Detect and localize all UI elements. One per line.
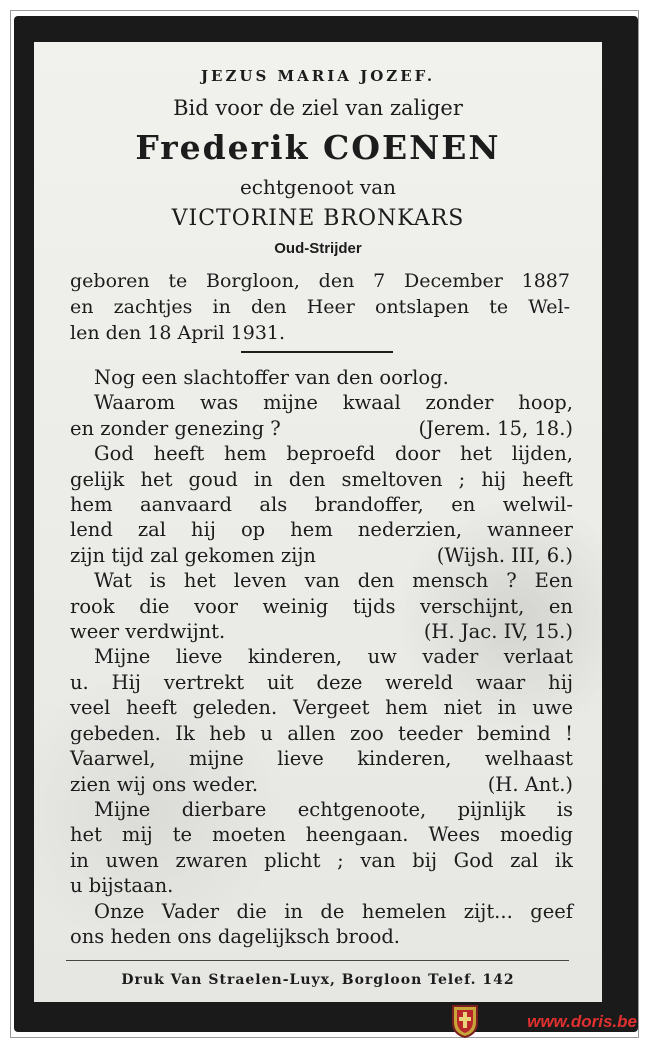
- verse-line: [70, 670, 573, 695]
- verse-text: Onze Vader die in de hemelen zijt... geef: [94, 899, 573, 923]
- verse-line: [70, 594, 573, 619]
- section-divider: [241, 351, 393, 353]
- verse-text: Mijne dierbare echtgenoote, pijnlijk is: [94, 797, 573, 821]
- verse-line: [70, 416, 573, 441]
- prayer-line: Bid voor de ziel van zaliger: [173, 96, 463, 120]
- scripture-reference: (H. Ant.): [487, 772, 573, 796]
- verse-line: [70, 543, 573, 568]
- verse-line: [70, 822, 573, 847]
- verse-text: zijn tijd zal gekomen zijn: [70, 543, 316, 567]
- invocation-heading: JEZUS MARIA JOZEF.: [200, 67, 436, 85]
- printer-credit: Druk Van Straelen-Luyx, Borgloon Telef. 142: [121, 972, 515, 988]
- verse-text: weer verdwijnt.: [70, 620, 226, 644]
- bio-line: geboren te Borgloon, den 7 December 1887: [70, 270, 570, 292]
- verse-text: Waarom was mijne kwaal zonder hoop,: [94, 391, 573, 415]
- verse-text: Nog een slachtoffer van den oorlog.: [94, 366, 449, 389]
- bio-line: en zachtjes in den Heer ontslapen te Wel-: [70, 296, 570, 318]
- spouse-name: VICTORINE BRONKARS: [171, 206, 465, 231]
- crest-icon: [451, 1004, 479, 1038]
- deceased-name: Frederik COENEN: [135, 128, 501, 167]
- verse-line: [70, 365, 573, 390]
- verse-line: [70, 721, 573, 746]
- verse-text: lend zal hij op hem nederzien, wanneer: [70, 518, 573, 542]
- verse-text: u bijstaan.: [70, 874, 174, 898]
- verse-line: [70, 848, 573, 873]
- scripture-reference: (H. Jac. IV, 15.): [423, 620, 573, 644]
- verse-line: [70, 390, 573, 415]
- verse-line: [70, 772, 573, 797]
- verse-text: u. Hij vertrekt uit deze wereld waar hij: [70, 670, 573, 694]
- verse-line: [70, 746, 573, 771]
- verse-line: [70, 644, 573, 669]
- scripture-reference: (Wijsh. III, 6.): [436, 543, 573, 567]
- verse-text: Mijne lieve kinderen, uw vader verlaat: [94, 645, 573, 669]
- biography: [70, 268, 570, 346]
- verse-text: en zonder genezing ?: [70, 416, 281, 440]
- verse-block: [70, 365, 573, 949]
- verse-line: [70, 619, 573, 644]
- verse-text: rook die voor weinig tijds verschijnt, en: [70, 594, 573, 618]
- bio-line: len den 18 April 1931.: [70, 322, 286, 344]
- verse-line: [70, 924, 573, 949]
- verse-text: veel heeft geleden. Vergeet hem niet in uwe: [70, 696, 573, 720]
- verse-line: [70, 899, 573, 924]
- verse-line: [70, 568, 573, 593]
- verse-text: zien wij ons weder.: [70, 772, 259, 796]
- verse-text: God heeft hem beproefd door het lijden,: [94, 442, 573, 466]
- verse-text: hem aanvaard als brandoffer, en welwil-: [70, 493, 573, 517]
- veteran-title: Oud-Strijder: [274, 240, 362, 257]
- verse-text: het mij te moeten heengaan. Wees moedig: [70, 823, 573, 847]
- verse-text: Vaarwel, mijne lieve kinderen, welhaast: [70, 747, 573, 771]
- verse-text: in uwen zwaren plicht ; van bij God zal ik: [70, 848, 573, 872]
- verse-text: gebeden. Ik heb u allen zoo teeder bemind !: [70, 721, 573, 745]
- site-watermark: www.doris.be: [527, 1012, 637, 1031]
- verse-line: [70, 797, 573, 822]
- scripture-reference: (Jerem. 15, 18.): [418, 416, 573, 440]
- verse-text: gelijk het goud in den smeltoven ; hij heeft: [70, 467, 573, 491]
- footer-divider: [66, 960, 569, 961]
- relation-line: echtgenoot van: [239, 175, 397, 199]
- verse-line: [70, 492, 573, 517]
- verse-text: Wat is het leven van den mensch ? Een: [94, 569, 573, 593]
- verse-line: [70, 467, 573, 492]
- card-paper: [34, 42, 602, 1002]
- verse-text: ons heden ons dagelijksch brood.: [70, 924, 401, 948]
- verse-line: [70, 517, 573, 542]
- verse-line: [70, 873, 573, 898]
- verse-line: [70, 441, 573, 466]
- verse-line: [70, 695, 573, 720]
